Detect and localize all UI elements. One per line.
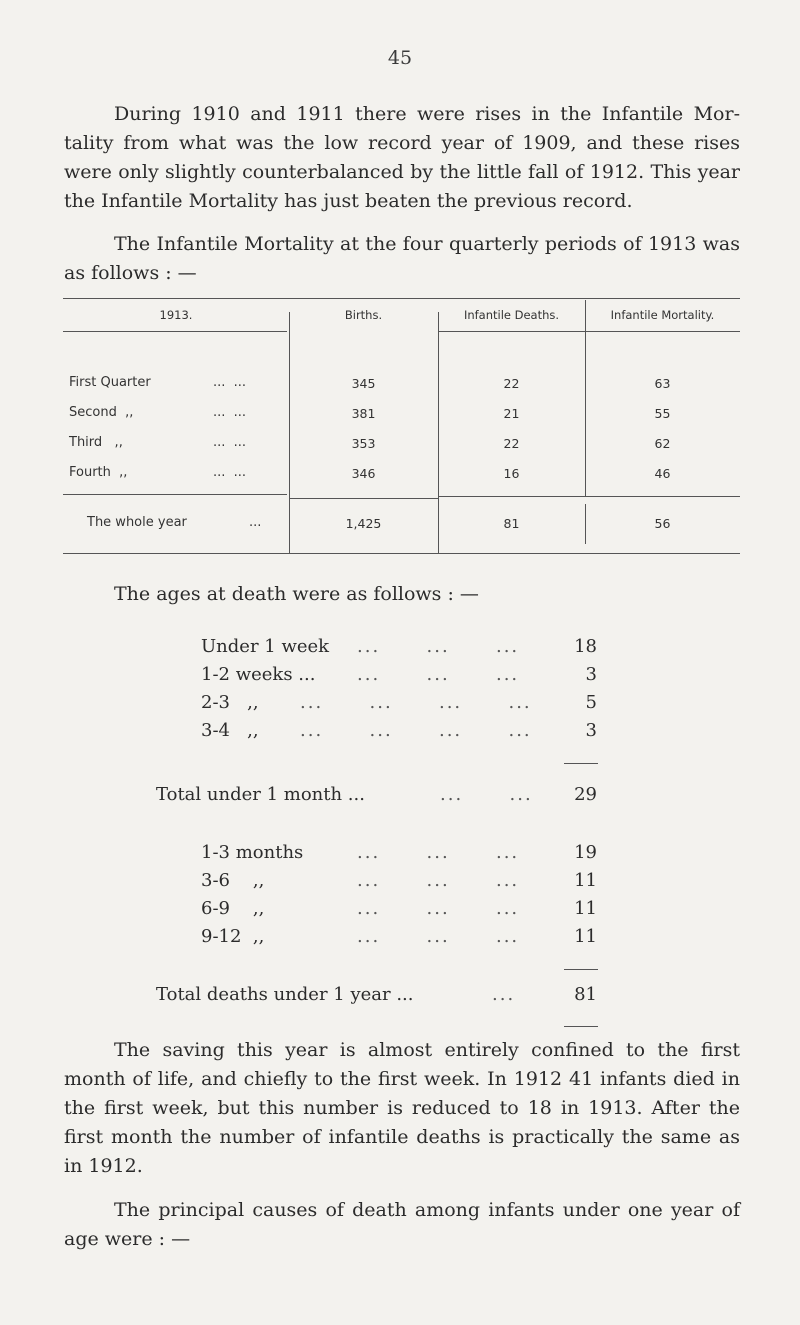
age-value: 3 bbox=[585, 664, 597, 685]
row-dots: ... bbox=[249, 515, 262, 530]
age-label: 9-12 ,, bbox=[201, 926, 265, 947]
cell-deaths: 22 bbox=[503, 436, 520, 451]
sum-rule bbox=[564, 763, 598, 764]
cell-births: 346 bbox=[351, 466, 376, 481]
total-under-month-row bbox=[0, 784, 800, 812]
cell-deaths-total: 81 bbox=[503, 516, 520, 531]
cell-births-total: 1,425 bbox=[345, 516, 382, 531]
cell-births: 345 bbox=[351, 376, 376, 391]
total-value: 29 bbox=[574, 784, 597, 805]
cell-births: 353 bbox=[351, 436, 376, 451]
sum-rule bbox=[564, 1026, 598, 1027]
age-label: 3-4 ,, bbox=[201, 720, 259, 741]
age-label: 2-3 ,, bbox=[201, 692, 259, 713]
paragraph-principal-causes: The principal causes of death among infants under one year of age were : — bbox=[64, 1199, 740, 1250]
total-label: Total deaths under 1 year ... bbox=[156, 984, 414, 1005]
total-label: Total under 1 month ... bbox=[156, 784, 365, 805]
row-dots: ... ... bbox=[213, 405, 247, 420]
age-value: 18 bbox=[574, 636, 597, 657]
header-infantile-deaths: Infantile Deaths. bbox=[463, 308, 560, 322]
total-value: 81 bbox=[574, 984, 597, 1005]
age-dots: ... ... ... bbox=[357, 898, 520, 919]
age-label: 6-9 ,, bbox=[201, 898, 265, 919]
cell-mortality: 62 bbox=[654, 436, 671, 451]
age-row bbox=[0, 692, 800, 720]
paragraph-saving-this-year: The saving this year is almost entirely confined to the first month of life, and chiefly to the first week. In 1912 41 infants died in the first week, but this number is reduced to 18 in 1913. After the first month the number of infantile deaths is practically the same as in 1912. bbox=[64, 1039, 740, 1177]
header-births: Births. bbox=[344, 308, 383, 322]
age-dots: ... bbox=[492, 984, 516, 1005]
age-dots: ... ... ... bbox=[357, 926, 520, 947]
header-infantile-mortality: Infantile Mortality. bbox=[610, 308, 715, 322]
age-value: 5 bbox=[585, 692, 597, 713]
age-row bbox=[0, 842, 800, 870]
age-value: 11 bbox=[574, 926, 597, 947]
cell-mortality: 55 bbox=[654, 406, 671, 421]
age-row bbox=[0, 664, 800, 692]
age-label: Under 1 week bbox=[201, 636, 330, 657]
cell-births: 381 bbox=[351, 406, 376, 421]
paragraph-quarterly-intro: The Infantile Mortality at the four quarterly periods of 1913 was as follows : — bbox=[64, 233, 740, 284]
row-label-whole-year: The whole year bbox=[87, 515, 187, 530]
age-dots: ... ... ... bbox=[357, 664, 520, 685]
row-dots: ... ... bbox=[213, 435, 247, 450]
total-under-year-row bbox=[0, 984, 800, 1012]
age-dots: ... ... ... ... bbox=[300, 720, 532, 741]
header-year: 1913. bbox=[159, 308, 193, 322]
cell-mortality-total: 56 bbox=[654, 516, 671, 531]
age-dots: ... ... ... bbox=[357, 842, 520, 863]
age-dots: ... ... ... bbox=[357, 870, 520, 891]
age-label: 1-3 months bbox=[201, 842, 304, 863]
row-dots: ... ... bbox=[213, 465, 247, 480]
age-value: 3 bbox=[585, 720, 597, 741]
age-row bbox=[0, 720, 800, 748]
row-label-second: Second ,, bbox=[69, 405, 134, 420]
age-row bbox=[0, 636, 800, 664]
quarterly-mortality-table bbox=[63, 298, 740, 556]
row-label-fourth: Fourth ,, bbox=[69, 465, 128, 480]
age-value: 19 bbox=[574, 842, 597, 863]
row-label-third: Third ,, bbox=[69, 435, 123, 450]
ages-intro: The ages at death were as follows : — bbox=[114, 583, 479, 605]
sum-rule bbox=[564, 969, 598, 970]
cell-deaths: 22 bbox=[503, 376, 520, 391]
cell-deaths: 16 bbox=[503, 466, 520, 481]
age-dots: ... ... bbox=[440, 784, 533, 805]
row-label-first-quarter: First Quarter bbox=[69, 375, 151, 390]
age-label: 1-2 weeks ... bbox=[201, 664, 316, 685]
age-value: 11 bbox=[574, 898, 597, 919]
row-dots: ... ... bbox=[213, 375, 247, 390]
age-row bbox=[0, 870, 800, 898]
age-label: 3-6 ,, bbox=[201, 870, 265, 891]
age-row bbox=[0, 898, 800, 926]
age-row bbox=[0, 926, 800, 954]
age-dots: ... ... ... bbox=[357, 636, 520, 657]
age-value: 11 bbox=[574, 870, 597, 891]
cell-mortality: 46 bbox=[654, 466, 671, 481]
page-number: 45 bbox=[387, 47, 413, 69]
cell-deaths: 21 bbox=[503, 406, 520, 421]
age-dots: ... ... ... ... bbox=[300, 692, 532, 713]
paragraph-infantile-mortality-rises: During 1910 and 1911 there were rises in the Infantile Mor- tality from what was the low record year of 1909, and these rises were only slightly counterbalanced by the little fall of 1912. This year the Infantile Mortality has just beaten the previous record. bbox=[64, 103, 740, 212]
cell-mortality: 63 bbox=[654, 376, 671, 391]
